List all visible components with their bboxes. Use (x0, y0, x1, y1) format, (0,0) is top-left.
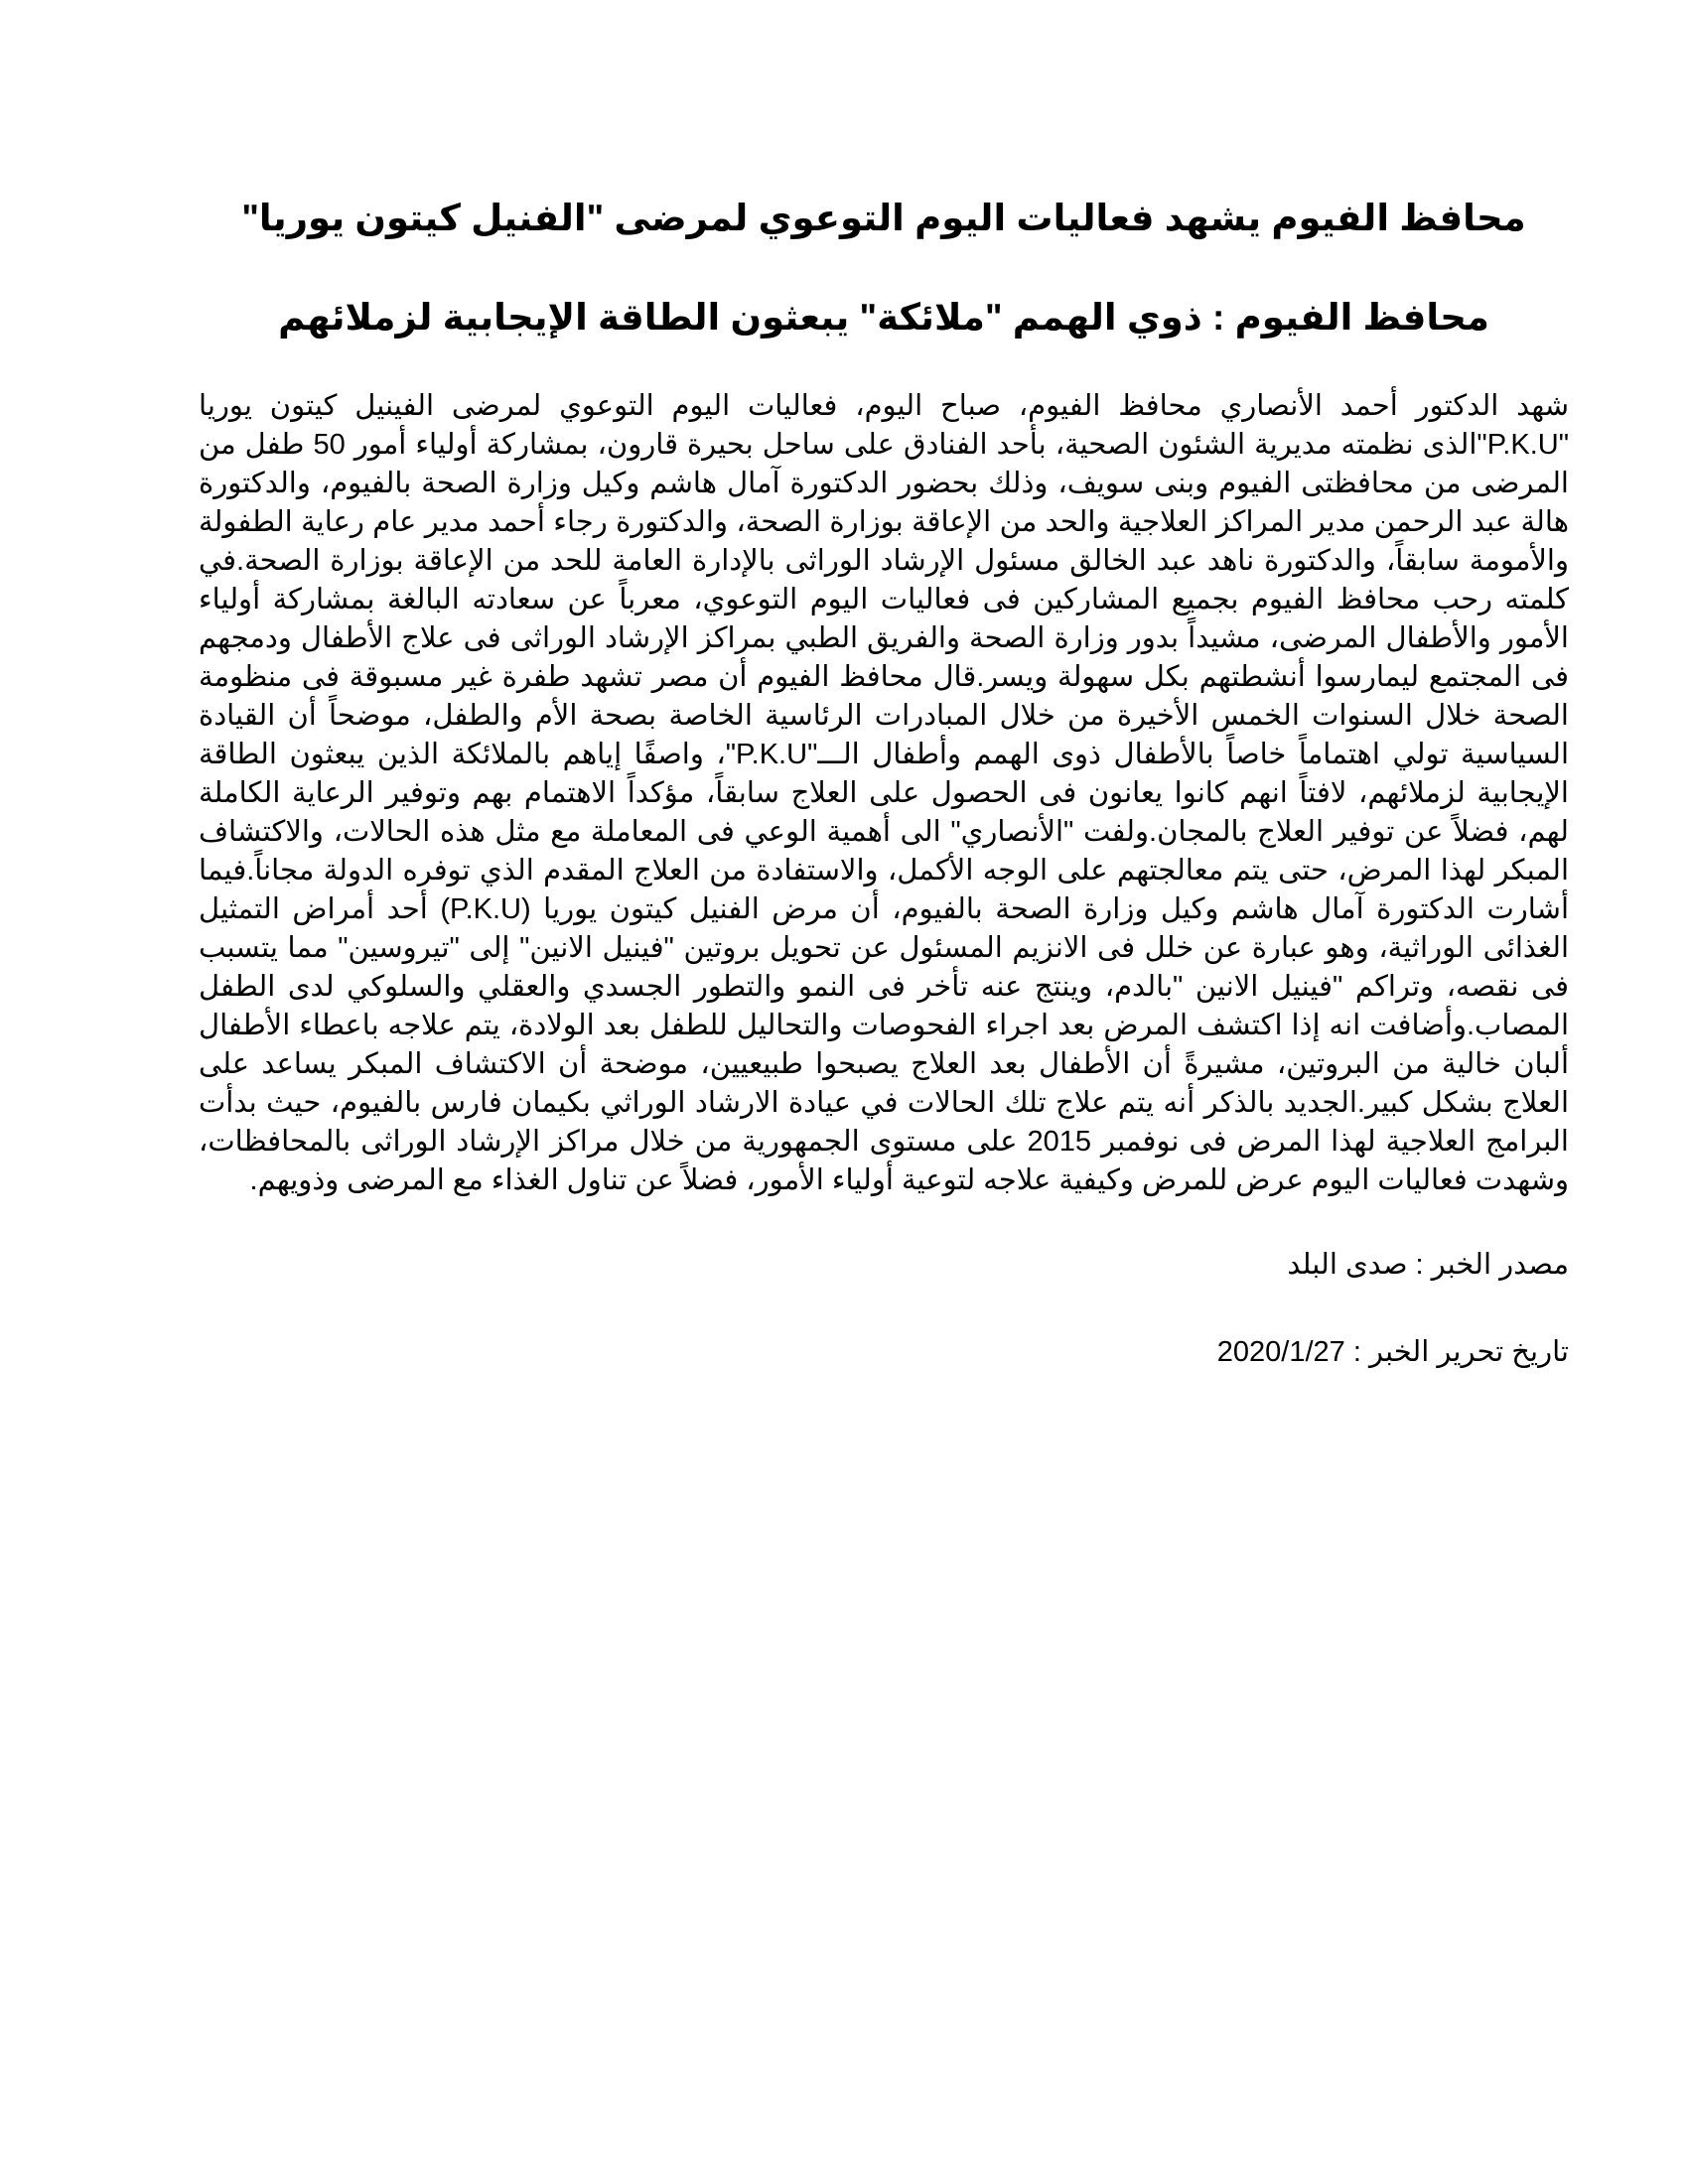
news-source: مصدر الخبر : صدى البلد (1287, 1249, 1569, 1281)
news-date: تاريخ تحرير الخبر : 2020/1/27 (1216, 1336, 1569, 1368)
subheadline: محافظ الفيوم : ذوي الهمم "ملائكة" يبعثون الطاقة الإيجابية لزملائهم (278, 297, 1489, 338)
headline: محافظ الفيوم يشهد فعاليات اليوم التوعوي لمرضى "الفنيل كيتون يوريا" (241, 198, 1526, 238)
article-body: شهد الدكتور أحمد الأنصاري محافظ الفيوم، صباح اليوم، فعاليات اليوم التوعوي لمرضى الفينيل كيتون يوريا "P.K.U"الذى نظمته مديرية الشئون الصحية، بأحد الفنادق على ساحل بحيرة قارون، بمشاركة أولياء أمور 50 طفل من المرضى من محافظتى الفيوم وبنى سويف، وذلك بحضور الدكتورة آمال هاشم وكيل وزارة الصحة بالفيوم، والدكتورة هالة عبد الرحمن مدير المراكز العلاجية والحد من الإعاقة بوزارة الصحة، والدكتورة رجاء أحمد مدير عام رعاية الطفولة والأمومة سابقاً، والدكتورة ناهد عبد الخالق مسئول الإرشاد الوراثى بالإدارة العامة للحد من الإعاقة بوزارة الصحة.في كلمته رحب محافظ الفيوم بجميع المشاركين فى فعاليات اليوم التوعوي، معرباً عن سعادته البالغة بمشاركة أولياء الأمور والأطفال المرضى، مشيداً بدور وزارة الصحة والفريق الطبي بمراكز الإرشاد الوراثى فى علاج الأطفال ودمجهم فى المجتمع ليمارسوا أنشطتهم بكل سهولة ويسر.قال محافظ الفيوم أن مصر تشهد طفرة غير مسبوقة فى منظومة الصحة خلال السنوات الخمس الأخيرة من خلال المبادرات الرئاسية الخاصة بصحة الأم والطفل، موضحاً أن القيادة السياسية تولي اهتماماً خاصاً بالأطفال ذوى الهمم وأطفال الـــ"P.K.U"، واصفًا إياهم بالملائكة الذين يبعثون الطاقة الإيجابية لزملائهم، لافتاً انهم كانوا يعانون فى الحصول على العلاج سابقاً، مؤكداً الاهتمام بهم وتوفير الرعاية الكاملة لهم، فضلاً عن توفير العلاج بالمجان.ولفت "الأنصاري" الى أهمية الوعي فى المعاملة مع مثل هذه الحالات، والاكتشاف المبكر لهذا المرض، حتى يتم معالجتهم على الوجه الأكمل، والاستفادة من العلاج المقدم الذي توفره الدولة مجاناً.فيما أشارت الدكتورة آمال هاشم وكيل وزارة الصحة بالفيوم، أن مرض الفنيل كيتون يوريا (P.K.U) أحد أمراض التمثيل الغذائى الوراثية، وهو عبارة عن خلل فى الانزيم المسئول عن تحويل بروتين "فينيل الانين" إلى "تيروسين" مما يتسبب فى نقصه، وتراكم "فينيل الانين "بالدم، وينتج عنه تأخر فى النمو والتطور الجسدي والعقلي والسلوكي لدى الطفل المصاب.وأضافت انه إذا اكتشف المرض بعد اجراء الفحوصات والتحاليل للطفل بعد الولادة، يتم علاجه باعطاء الأطفال ألبان خالية من البروتين، مشيرةً أن الأطفال بعد العلاج يصبحوا طبيعيين، موضحة أن الاكتشاف المبكر يساعد على العلاج بشكل كبير.الجديد بالذكر أنه يتم علاج تلك الحالات في عيادة الارشاد الوراثي بكيمان فارس بالفيوم، حيث بدأت البرامج العلاجية لهذا المرض فى نوفمبر 2015 على مستوى الجمهورية من خلال مراكز الإرشاد الوراثى بالمحافظات، وشهدت فعاليات اليوم عرض للمرض وكيفية علاجه لتوعية أولياء الأمور، فضلاً عن تناول الغذاء مع المرضى وذويهم. (199, 390, 1570, 1196)
document-page (199, 189, 1569, 1372)
